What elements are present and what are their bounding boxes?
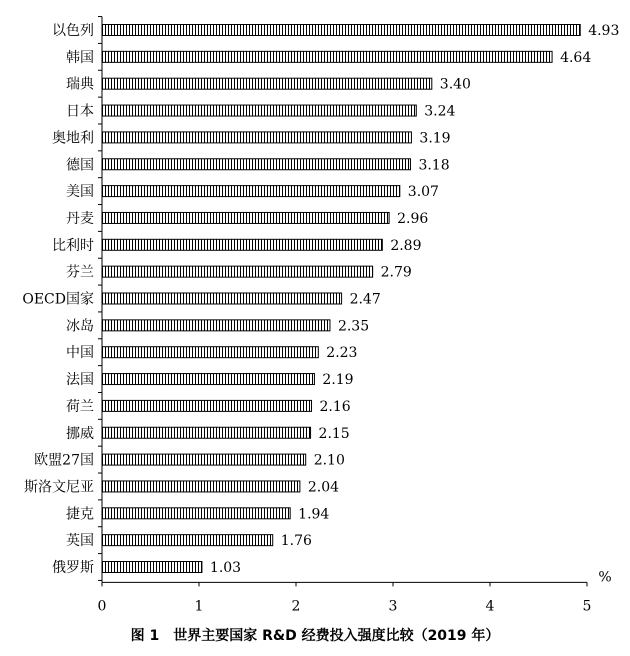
value-label: 1.94 — [298, 506, 330, 523]
bar — [102, 212, 389, 223]
bar — [102, 400, 312, 411]
bar — [102, 481, 300, 492]
category-label: 俄罗斯 — [52, 560, 94, 576]
category-label: 挪威 — [66, 425, 94, 442]
category-label: 丹麦 — [66, 210, 94, 227]
bar — [102, 454, 306, 465]
category-label: 英国 — [66, 533, 94, 550]
bar — [102, 51, 552, 62]
value-label: 1.03 — [209, 560, 242, 576]
x-unit-label: % — [598, 569, 612, 586]
value-label: 2.15 — [318, 425, 350, 442]
x-tick-label: 1 — [194, 598, 204, 615]
bar — [102, 508, 290, 519]
category-label: 奥地利 — [52, 130, 94, 147]
bar — [102, 374, 314, 385]
bar — [102, 266, 373, 277]
value-label: 2.96 — [397, 210, 429, 227]
category-label: 芬兰 — [66, 264, 94, 281]
value-label: 2.04 — [307, 479, 340, 496]
value-label: 2.35 — [337, 318, 370, 335]
value-label: 2.23 — [326, 345, 358, 362]
category-label: 捷克 — [66, 506, 94, 523]
bar — [102, 347, 318, 358]
x-tick-label: 5 — [582, 598, 592, 615]
category-label: 比利时 — [52, 237, 94, 254]
category-label: 斯洛文尼亚 — [24, 479, 94, 496]
value-label: 3.24 — [424, 103, 456, 120]
figure-caption: 图 1 世界主要国家 R&D 经费投入强度比较（2019 年） — [130, 628, 500, 644]
x-tick-label: 0 — [97, 598, 107, 615]
bar — [102, 562, 202, 573]
category-label: 法国 — [66, 372, 94, 389]
bar — [102, 105, 416, 116]
category-label: 中国 — [66, 345, 94, 362]
category-label: 以色列 — [52, 23, 94, 39]
x-tick-label: 4 — [485, 598, 495, 615]
value-label: 2.19 — [322, 372, 354, 389]
value-label: 3.40 — [439, 76, 471, 93]
x-tick-label: 3 — [388, 598, 398, 615]
value-label: 2.89 — [390, 237, 422, 254]
bar — [102, 132, 411, 143]
value-label: 1.76 — [280, 533, 312, 550]
bar — [102, 427, 311, 438]
value-label: 3.19 — [419, 130, 451, 147]
category-label: 欧盟27国 — [34, 452, 94, 469]
bar — [102, 320, 330, 331]
bar — [102, 186, 400, 197]
bar — [102, 78, 432, 89]
value-label: 2.79 — [380, 264, 412, 281]
value-label: 2.10 — [313, 452, 345, 469]
category-label: 韩国 — [66, 49, 94, 66]
value-label: 4.64 — [560, 49, 592, 66]
category-label: 荷兰 — [66, 398, 94, 415]
category-label: 冰岛 — [66, 318, 94, 335]
value-label: 2.16 — [319, 398, 351, 415]
category-label: OECD国家 — [22, 291, 94, 308]
category-label: 瑞典 — [66, 76, 94, 93]
bar — [102, 25, 580, 36]
x-tick-label: 2 — [291, 598, 301, 615]
category-label: 美国 — [66, 184, 94, 201]
bar — [102, 535, 273, 546]
bar — [102, 293, 342, 304]
value-label: 2.47 — [349, 291, 381, 308]
category-label: 德国 — [66, 157, 94, 174]
value-label: 4.93 — [588, 23, 620, 39]
value-label: 3.07 — [407, 184, 439, 201]
value-label: 3.18 — [418, 157, 450, 174]
category-label: 日本 — [66, 103, 94, 120]
bar — [102, 239, 382, 250]
bar — [102, 159, 410, 170]
